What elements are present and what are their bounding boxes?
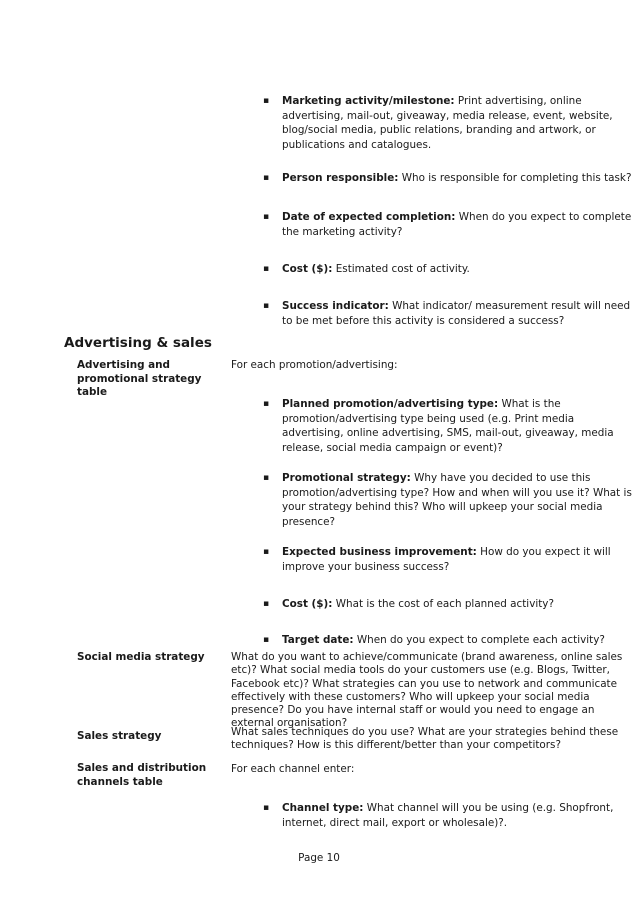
label-sales-strategy: Sales strategy <box>77 730 162 742</box>
label-sales-distribution: Sales and distribution channels table <box>77 762 207 788</box>
label-advertising-table: Advertising and promotional strategy table <box>77 359 202 398</box>
distribution-intro: For each channel enter: <box>231 763 355 775</box>
bullet-icon: ▪ <box>263 635 270 645</box>
bullet-icon: ▪ <box>263 264 270 274</box>
section-heading: Advertising & sales <box>64 335 212 351</box>
bullet-icon: ▪ <box>263 212 270 222</box>
bullet-icon: ▪ <box>263 803 270 813</box>
bullet-icon: ▪ <box>263 599 270 609</box>
bullet-icon: ▪ <box>263 96 270 106</box>
bullet-icon: ▪ <box>263 473 270 483</box>
social-media-text: What do you want to achieve/communicate (brand awareness, online sales etc)? What social media tools do your customers use (e.g. Blogs, Twitter, Facebook etc)? What strategies can you use to network and communicate effectively with these customers? Who will upkeep your social media presence? Do you have internal staff or would you need to engage an external organisation? <box>231 651 623 730</box>
bullet-icon: ▪ <box>263 547 270 557</box>
adv-table-intro: For each promotion/advertising: <box>231 359 398 371</box>
bullet-icon: ▪ <box>263 399 270 409</box>
page-number: Page 10 <box>298 852 340 864</box>
sales-strategy-text: What sales techniques do you use? What are your strategies behind these techniques? How is this different/better than your competitors? <box>231 726 619 752</box>
bullet-icon: ▪ <box>263 173 270 183</box>
label-social-media: Social media strategy <box>77 651 205 663</box>
bullet-icon: ▪ <box>263 301 270 311</box>
